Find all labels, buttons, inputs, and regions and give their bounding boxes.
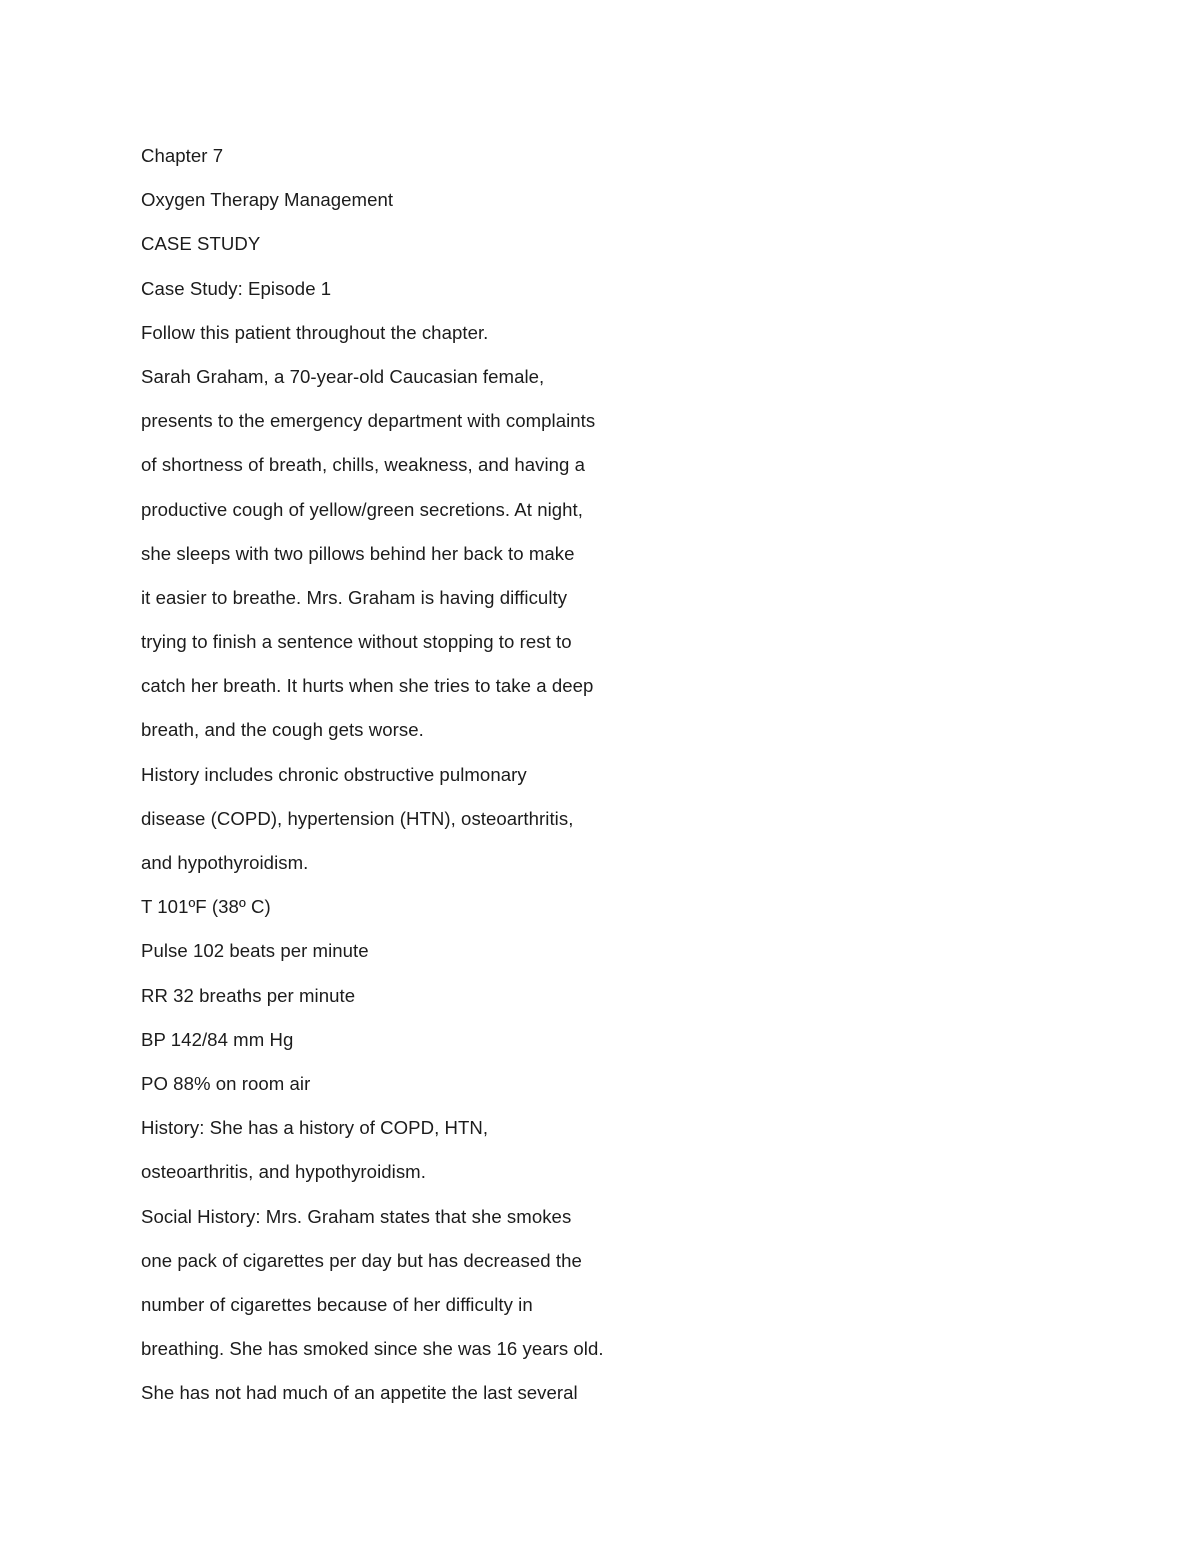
vital-pulse: Pulse 102 beats per minute xyxy=(141,940,369,962)
text-line: she sleeps with two pillows behind her back to make xyxy=(141,542,575,564)
text-line: Sarah Graham, a 70-year-old Caucasian female, xyxy=(141,365,545,387)
text-line: presents to the emergency department with complaints xyxy=(141,410,596,432)
text-line: She has not had much of an appetite the last several xyxy=(141,1382,578,1404)
section-heading: CASE STUDY xyxy=(141,233,261,255)
text-line: History: She has a history of COPD, HTN, xyxy=(141,1117,489,1139)
text-line: it easier to breathe. Mrs. Graham is having difficulty xyxy=(141,586,568,608)
vital-pulse-oximetry: PO 88% on room air xyxy=(141,1072,311,1094)
text-line: osteoarthritis, and hypothyroidism. xyxy=(141,1161,426,1183)
text-line: History includes chronic obstructive pulmonary xyxy=(141,763,527,785)
episode-heading: Case Study: Episode 1 xyxy=(141,277,332,299)
vital-temperature: T 101ºF (38º C) xyxy=(141,896,271,918)
text-line: breathing. She has smoked since she was 16 years old. xyxy=(141,1338,604,1360)
text-line: Follow this patient throughout the chapter. xyxy=(141,321,489,343)
text-line: and hypothyroidism. xyxy=(141,852,309,873)
vital-blood-pressure: BP 142/84 mm Hg xyxy=(141,1028,294,1050)
document-body xyxy=(141,141,901,1422)
text-line: trying to finish a sentence without stopping to rest to xyxy=(141,631,572,653)
text-line: productive cough of yellow/green secretions. At night, xyxy=(141,498,583,520)
text-line: breath, and the cough gets worse. xyxy=(141,719,424,741)
vital-respiratory-rate: RR 32 breaths per minute xyxy=(141,984,356,1006)
text-line: Social History: Mrs. Graham states that she smokes xyxy=(141,1205,572,1227)
text-line: of shortness of breath, chills, weakness, and having a xyxy=(141,454,586,476)
text-line: number of cigarettes because of her difficulty in xyxy=(141,1293,533,1315)
chapter-title: Oxygen Therapy Management xyxy=(141,189,394,211)
text-line: disease (COPD), hypertension (HTN), osteoarthritis, xyxy=(141,807,574,829)
chapter-number: Chapter 7 xyxy=(141,145,224,166)
text-line: one pack of cigarettes per day but has decreased the xyxy=(141,1249,582,1271)
text-line: catch her breath. It hurts when she tries to take a deep xyxy=(141,675,594,697)
